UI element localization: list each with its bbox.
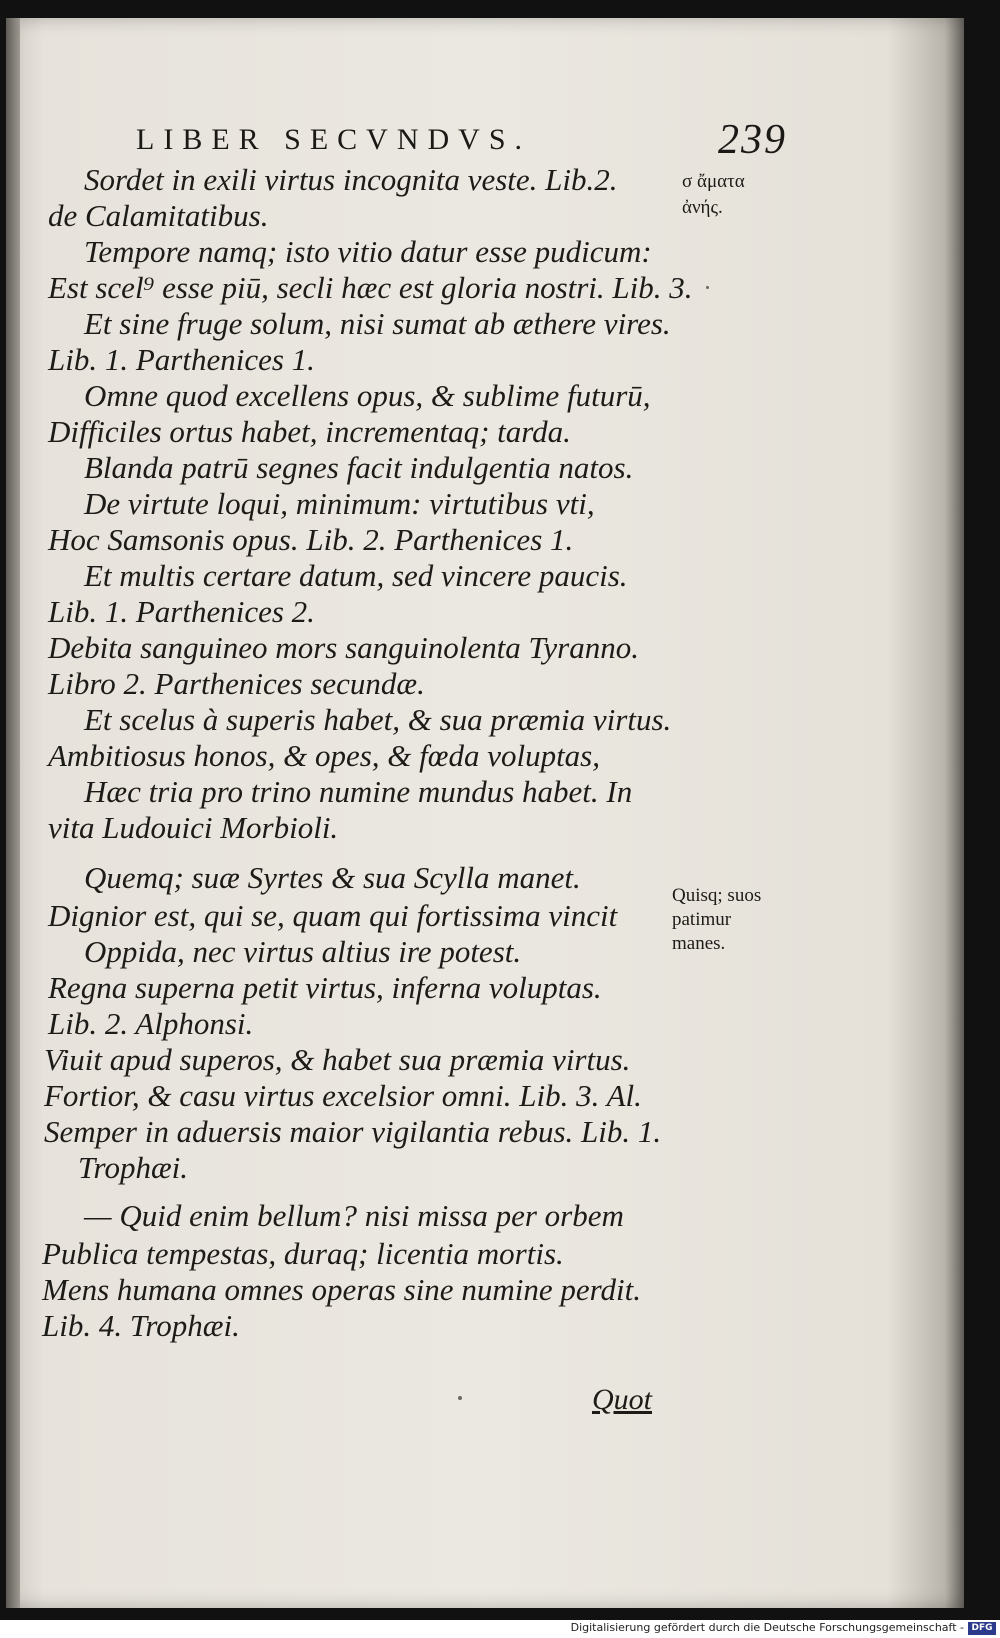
text-line: Lib. 1. Parthenices 1. <box>48 342 315 377</box>
text-line: Dignior est, qui se, quam qui fortissima vincit <box>48 898 618 933</box>
page-number: 239 <box>718 117 787 163</box>
running-head <box>136 123 656 163</box>
text-line: Hoc Samsonis opus. Lib. 2. Parthenices 1. <box>48 522 574 557</box>
text-line: Omne quod excellens opus, & sublime futurū, <box>84 378 651 413</box>
text-line: Blanda patrū segnes facit indulgentia natos. <box>84 450 634 485</box>
text-line: Regna superna petit virtus, inferna voluptas. <box>48 970 602 1005</box>
text-line: Trophæi. <box>78 1150 188 1185</box>
running-head-text: LIBER SECVNDVS. <box>136 123 532 156</box>
margin-note-greek-2: ἀνής. <box>682 197 723 218</box>
text-line: vita Ludouici Morbioli. <box>48 810 339 845</box>
text-line: Oppida, nec virtus altius ire potest. <box>84 934 522 969</box>
margin-note-latin-1: Quisq; suos <box>672 885 762 906</box>
margin-note-latin-3: manes. <box>672 933 726 954</box>
text-line: Fortior, & casu virtus excelsior omni. Lib. 3. Al. <box>44 1078 642 1113</box>
digitization-footer <box>0 1620 1000 1638</box>
text-line: Viuit apud superos, & habet sua præmia virtus. <box>44 1042 631 1077</box>
paper-fleck <box>706 286 709 289</box>
binding-edge <box>6 18 20 1608</box>
text-line: De virtute loqui, minimum: virtutibus vti, <box>84 486 595 521</box>
text-line: Et sine fruge solum, nisi sumat ab æthere vires. <box>84 306 671 341</box>
text-line: Mens humana omnes operas sine numine perdit. <box>42 1272 641 1307</box>
text-line: Et multis certare datum, sed vincere paucis. <box>84 558 628 593</box>
text-line: Debita sanguineo mors sanguinolenta Tyranno. <box>48 630 639 665</box>
text-line: Lib. 4. Trophæi. <box>42 1308 240 1343</box>
paper-fleck <box>458 1396 462 1400</box>
text-line: Semper in aduersis maior vigilantia rebus. Lib. 1. <box>44 1114 662 1149</box>
text-line: Publica tempestas, duraq; licentia mortis. <box>42 1236 564 1271</box>
text-line: de Calamitatibus. <box>48 198 269 233</box>
margin-note-greek-1: σ ἄματα <box>682 171 745 192</box>
text-line: Sordet in exili virtus incognita veste. Lib.2. <box>84 162 618 197</box>
text-line: — Quid enim bellum? nisi missa per orbem <box>84 1198 624 1233</box>
funding-credit: Digitalisierung gefördert durch die Deutsche Forschungsgemeinschaft - <box>570 1621 964 1634</box>
text-line: Difficiles ortus habet, incrementaq; tarda. <box>48 414 571 449</box>
catchword: Quot <box>592 1383 652 1416</box>
text-line: Hæc tria pro trino numine mundus habet. In <box>84 774 633 809</box>
text-line: Et scelus à superis habet, & sua præmia virtus. <box>84 702 672 737</box>
text-line: Tempore namq; isto vitio datur esse pudicum: <box>84 234 652 269</box>
text-line: Lib. 1. Parthenices 2. <box>48 594 315 629</box>
dfg-logo-icon: DFG <box>968 1622 996 1635</box>
text-line: Est scel⁹ esse piū, secli hæc est gloria nostri. Lib. 3. <box>48 270 693 305</box>
book-page <box>6 18 964 1608</box>
text-line: Libro 2. Parthenices secundæ. <box>48 666 425 701</box>
text-line: Ambitiosus honos, & opes, & fœda voluptas, <box>48 738 600 773</box>
text-line: Quemq; suæ Syrtes & sua Scylla manet. <box>84 860 581 895</box>
text-line: Lib. 2. Alphonsi. <box>48 1006 254 1041</box>
margin-note-latin-2: patimur <box>672 909 732 930</box>
